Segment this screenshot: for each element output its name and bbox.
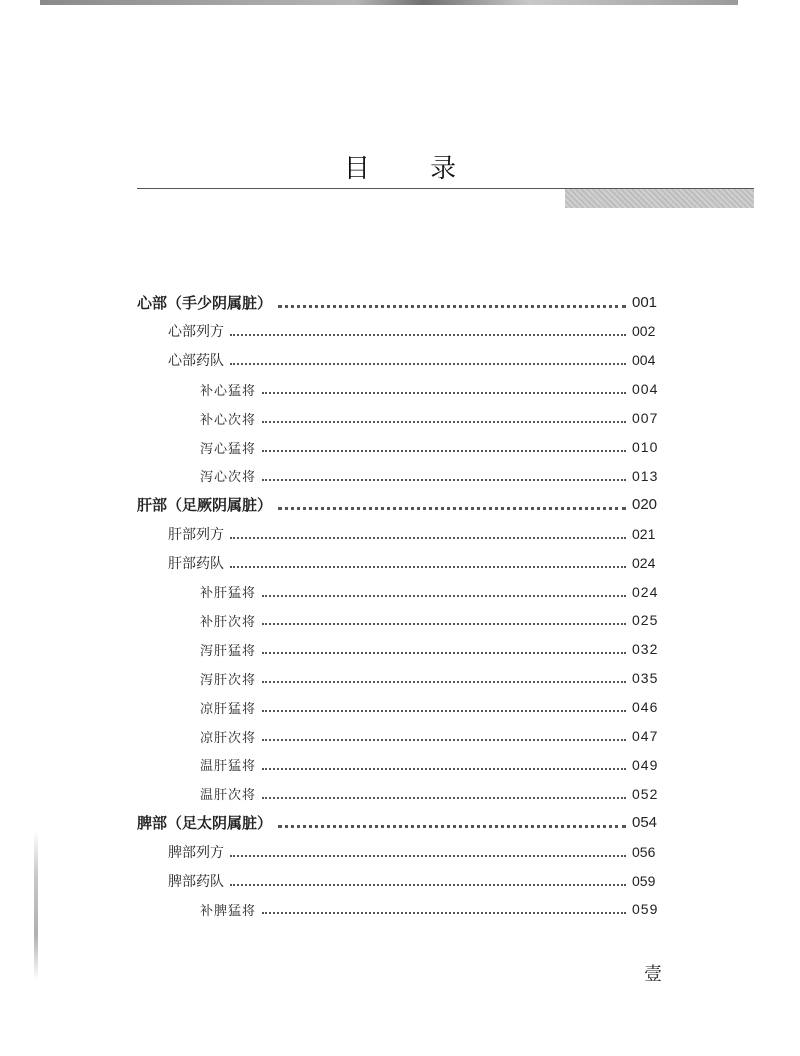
toc-entry[interactable] xyxy=(168,346,662,375)
toc-entry[interactable] xyxy=(168,519,662,548)
toc-entry[interactable] xyxy=(200,577,662,606)
toc-entry-page: 004 xyxy=(632,381,659,398)
dot-leader xyxy=(262,392,626,394)
toc-entry-label: 补心猛将 xyxy=(200,383,257,399)
dot-leader xyxy=(262,797,626,799)
toc-entry[interactable] xyxy=(200,895,662,924)
toc-entry-label: 肝部列方 xyxy=(168,526,224,543)
toc-entry[interactable] xyxy=(200,433,662,462)
dot-leader xyxy=(230,334,626,336)
toc-entry-label: 心部药队 xyxy=(168,353,224,370)
top-decorative-band xyxy=(40,0,738,5)
dot-leader xyxy=(262,681,626,683)
toc-entry-page: 059 xyxy=(632,901,659,918)
toc-entry-label: 补肝次将 xyxy=(200,614,257,630)
dot-leader xyxy=(262,595,626,597)
toc-entry-label: 泻心猛将 xyxy=(200,441,257,457)
toc-entry-label: 心部列方 xyxy=(168,324,224,341)
toc-entry-page: 025 xyxy=(632,612,659,629)
toc-entry[interactable] xyxy=(168,548,662,577)
dot-leader xyxy=(262,652,626,654)
title-shade-bar xyxy=(565,189,754,208)
toc-entry[interactable] xyxy=(137,288,662,317)
dot-leader xyxy=(230,537,626,539)
toc-entry-page: 010 xyxy=(632,439,659,455)
toc-entry-label: 肝部药队 xyxy=(168,555,224,572)
dot-leader xyxy=(262,450,626,452)
toc-entry-label: 泻心次将 xyxy=(200,470,257,486)
toc-entry[interactable] xyxy=(200,779,662,808)
toc-entry-page: 049 xyxy=(632,756,659,773)
toc-entry-label: 脾部列方 xyxy=(168,844,224,861)
dot-leader xyxy=(262,739,626,741)
toc-entry-page: 002 xyxy=(632,323,656,340)
toc-entry-label: 补脾猛将 xyxy=(200,903,257,919)
dot-leader xyxy=(230,855,626,857)
dot-leader xyxy=(262,421,626,423)
dot-leader xyxy=(278,825,626,828)
toc-entry-page: 004 xyxy=(632,352,656,369)
dot-leader xyxy=(278,305,626,308)
toc-entry[interactable] xyxy=(200,635,662,664)
toc-entry[interactable] xyxy=(200,750,662,779)
toc-entry-label: 凉肝猛将 xyxy=(200,701,257,717)
toc-entry-page: 052 xyxy=(632,785,659,802)
toc-entry-label: 脾部（足太阴属脏） xyxy=(137,814,273,833)
dot-leader xyxy=(262,479,626,481)
toc-entry-page: 056 xyxy=(632,843,656,860)
toc-entry-page: 021 xyxy=(632,525,656,542)
toc-entry-page: 020 xyxy=(632,496,658,514)
dot-leader xyxy=(262,768,626,770)
toc-entry-page: 035 xyxy=(632,670,659,687)
toc-entry-page: 001 xyxy=(632,294,658,311)
toc-entry[interactable] xyxy=(137,490,662,519)
toc-entry-label: 心部（手少阴属脏） xyxy=(137,294,273,312)
toc-entry-page: 013 xyxy=(632,467,659,484)
page-folio: 壹 xyxy=(644,964,662,985)
dot-leader xyxy=(230,566,626,568)
dot-leader xyxy=(262,623,626,625)
toc-entry-page: 007 xyxy=(632,410,659,427)
dot-leader xyxy=(230,363,626,365)
toc-entry-page: 047 xyxy=(632,728,659,744)
dot-leader xyxy=(230,884,626,886)
dot-leader xyxy=(278,507,626,510)
toc-entry[interactable] xyxy=(200,461,662,490)
toc-entry-page: 059 xyxy=(632,872,656,889)
toc-entry-label: 肝部（足厥阴属脏） xyxy=(137,496,273,515)
toc-entry-label: 泻肝次将 xyxy=(200,672,257,688)
toc-entry-label: 泻肝猛将 xyxy=(200,643,257,659)
toc-entry-page: 054 xyxy=(632,814,658,832)
page-edge-shadow xyxy=(34,830,38,980)
toc-entry-page: 024 xyxy=(632,554,656,571)
toc-entry[interactable] xyxy=(200,375,662,404)
toc-entry[interactable] xyxy=(200,606,662,635)
toc-entry-label: 补心次将 xyxy=(200,412,257,428)
toc-entry-label: 补肝猛将 xyxy=(200,586,257,601)
dot-leader xyxy=(262,912,626,914)
toc-entry-label: 脾部药队 xyxy=(168,873,224,890)
toc-entry-page: 024 xyxy=(632,583,659,600)
toc-entry[interactable] xyxy=(200,404,662,433)
toc-entry[interactable] xyxy=(200,693,662,722)
toc-entry-label: 凉肝次将 xyxy=(200,730,257,746)
toc-entry[interactable] xyxy=(168,866,662,895)
toc-entry[interactable] xyxy=(137,808,662,837)
toc-entry[interactable] xyxy=(200,664,662,693)
toc-entry[interactable] xyxy=(200,722,662,751)
toc-entry-label: 温肝猛将 xyxy=(200,759,257,775)
dot-leader xyxy=(262,710,626,712)
toc-entry-page: 046 xyxy=(632,699,659,716)
toc-entry-page: 032 xyxy=(632,641,659,658)
page-title: 目 录 xyxy=(343,154,483,184)
toc-entry-label: 温肝次将 xyxy=(200,788,257,804)
toc-entry[interactable] xyxy=(168,317,662,346)
toc-entry[interactable] xyxy=(168,837,662,866)
